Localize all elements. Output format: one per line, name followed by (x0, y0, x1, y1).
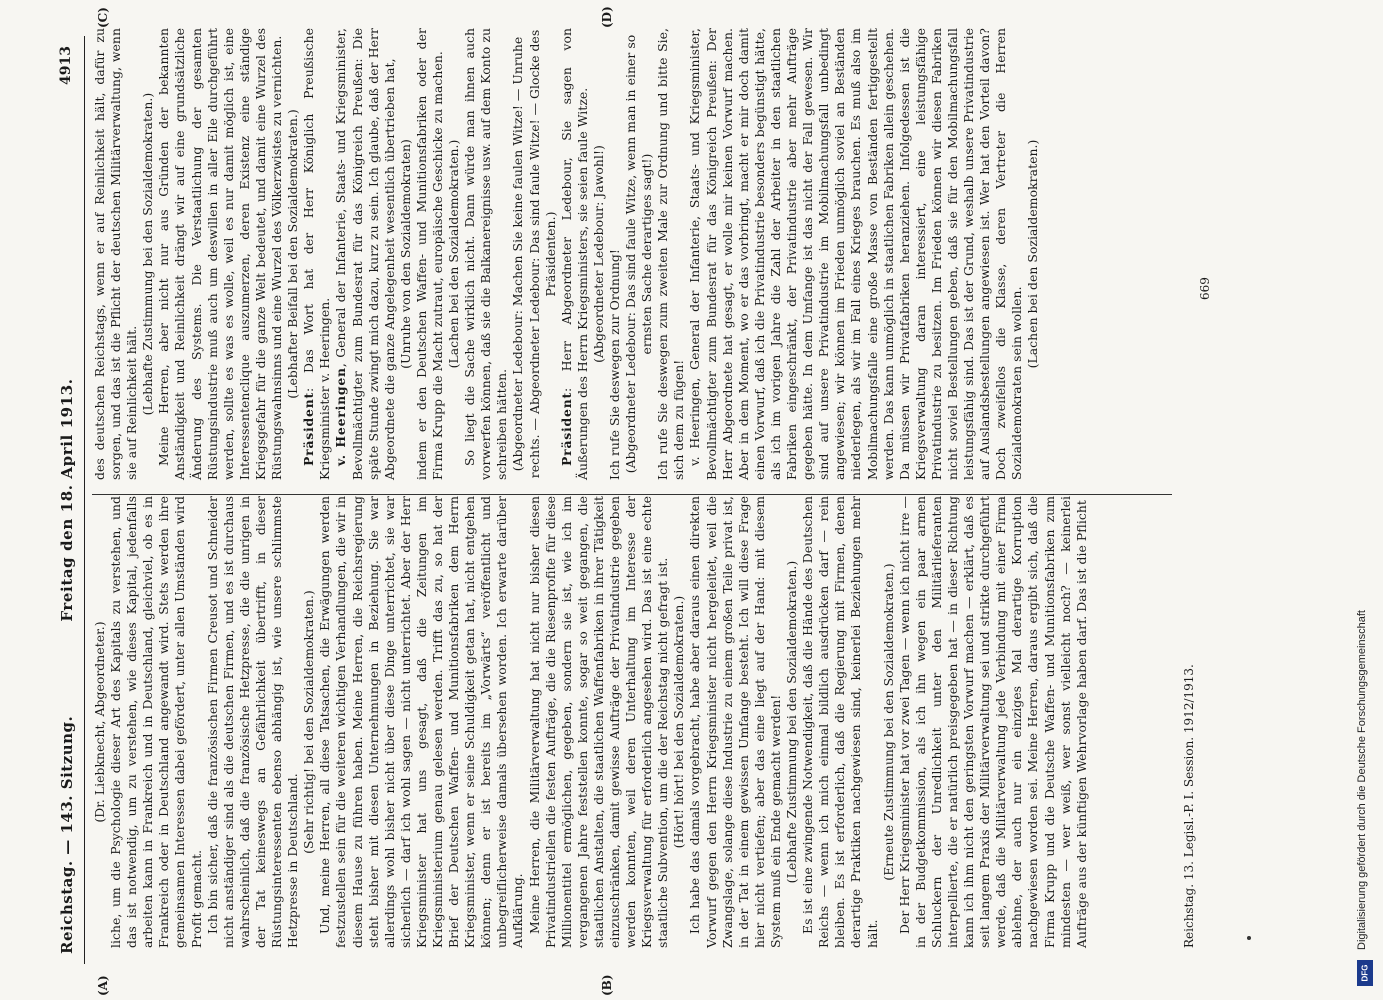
margin-mark-c: (C) (96, 7, 110, 28)
margin-mark-a: (A) (96, 975, 110, 996)
left-text-column (92, 496, 1090, 948)
paragraph: Es ist eine zwingende Notwendigkeit, daß die Hände des Deutschen Reichs — wenn ich mich einmal bildlich ausdrücken darf — rein bleiben. Es ist erforderlich, daß die Regierung mit Firmen, denen derartige Praktiken nachgewiesen sind, keinerlei Beziehungen mehr hält. (800, 496, 880, 948)
margin-mark-d: (D) (600, 6, 614, 28)
paragraph: (Unruhe von den Sozialdemokraten) (397, 139, 413, 369)
paragraph: (Abgeordneter Ledebour: Machen Sie keine faulen Witze! — Unruhe rechts. — Abgeordneter Ledebour: Das sind faule Witze! — Glocke des Präsidenten.) (510, 29, 558, 479)
speaker-name: Präsident (558, 391, 574, 466)
margin-mark-b: (B) (600, 974, 614, 996)
digitization-note (1352, 0, 1376, 1000)
header-rule (84, 36, 85, 964)
paragraph: Präsident: Herr Abgeordneter Ledebour, Sie sagen von Äußerungen des Herrn Kriegsministers, sie seien faule Witze. (558, 28, 590, 480)
paragraph: Und, meine Herren, all diese Tatsachen, die Erwägungen werden festzustellen sein für die weiteren wichtigen Verhandlungen, die wir in diesem Hause zu führen haben. Meine Herren, die Reichsregierung steht bisher mit diesen Unternehmungen in Beziehung. Sie war allerdings wohl bisher nicht über diese Dinge unterrichtet, sie war sicherlich — darf ich wohl sagen — nicht unterrichtet. Aber der Herr Kriegsminister hat uns gesagt, daß die Zeitungen im Kriegsministerium genau gelesen werden. Trifft das zu, so hat der Brief der Deutschen Waffen- und Munitionsfabriken dem Herrn Kriegsminister, wenn er seine Schuldigkeit getan hat, nicht entgehen können; denn er ist bereits im „Vorwärts“ veröffentlicht und unbegreiflicherweise damals übersehen worden. Ich erwarte darüber Aufklärung. (317, 496, 526, 948)
paragraph: Meine Herren, aber nicht nur aus Gründen der bekannten Anständigkeit und Reinlichkeit drängt wir auf eine grundsätzliche Änderung des Systems. Die Verstaatlichung der gesamten Rüstungsindustrie muß auch um deswillen in aller Eile durchgeführt werden, sollte es was es wolle, weil es nur damit möglich ist, eine Interessentenclique auszumerzen, deren Existenz eine ständige Kriegsgefahr für die ganze Welt bedeutet, und damit eine Wurzel des Rüstungswahnsinns und eine Wurzel des Völkerzwistes zu vernichten. (156, 28, 285, 480)
paragraph: Ich bin sicher, daß die französischen Firmen Creusot und Schneider nicht anständiger sind als die deutschen Firmen, und es ist durchaus wahrscheinlich, daß die französische Hetzpresse, die die unrigen in der Tat keineswegs an Gefährlichkeit übertrifft, in dieser Rüstungsinteressenten ebenso abhängig ist, wie unsere schlimmste Hetzpresse in Deutschland. (204, 496, 301, 948)
paragraph: (Lachen bei den Sozialdemokraten.) (1025, 139, 1041, 369)
paragraph: v. Heeringen, General der Infanterie, Staats- und Kriegsminister, Bevollmächtigter zum Bundesrat für das Königreich Preußen: Die späte Stunde zwingt mich dazu, kurz zu sein. Ich glaube, daß der Herr Abgeordnete die ganze Angelegenheit wesentlich übertrieben hat, (333, 27, 397, 480)
paragraph: (Lebhafte Zustimmung bei den Sozialdemokraten.) (784, 560, 800, 884)
column-divider (92, 494, 1172, 495)
paragraph: (Abgeordneter Ledebour: Das sind faule Witze, wenn man in einer so ernsten Sache derartiges sagt!) (623, 34, 655, 474)
speck-dot (1247, 936, 1251, 940)
paragraph: (Hört! hört! bei den Sozialdemokraten.) (671, 595, 687, 849)
header-date: Freitag den 18. April 1913. (58, 378, 76, 622)
paragraph: (Sehr richtig! bei den Sozialdemokraten.) (301, 590, 317, 854)
paragraph: Ich rufe Sie deswegen zum zweiten Male zur Ordnung und bitte Sie, sich dem zu fügen! (655, 28, 687, 480)
speaker-name: v. Heeringen (333, 367, 349, 466)
paragraph: (Lachen bei den Sozialdemokraten.) (446, 139, 462, 369)
paragraph: Ich habe das damals vorgebracht, habe aber daraus einen direkten Vorwurf gegen den Herrn Kriegsminister nicht hergeleitet, weil die Zwangslage, solange diese Industrie zu einem großen Teile privat ist, in der Tat in einem gewissen Umfange besteht. Ich will diese Frage hier nicht vertiefen; aber das eine liegt auf der Hand: mit diesem System muß ein Ende gemacht werden! (687, 496, 783, 948)
paragraph: Meine Herren, die Militärverwaltung hat nicht nur bisher diesen Privatindustriellen die festen Aufträge, die die Riesenprofite für diese Millionentitel ermöglichen, gegeben, sondern sie ist, wie ich im vergangenen Jahre feststellen konnte, sogar so weit gegangen, die staatlichen Anstalten, die staatlichen Waffenfabriken in ihrer Tätigkeit einzuschränken, damit gewisse Aufträge der Privatindustrie gegeben werden konnten, weil deren Unterhaltung im Interesse der Kriegsverwaltung für erforderlich angesehen wird. Das ist eine echte staatliche Subvention, um die der Reichstag nicht gefragt ist. (526, 496, 671, 948)
paragraph: liche, um die Psychologie dieser Art des Kapitals zu verstehen, und das ist notwendig, um zu verstehen, wie dieses Kapital, jedenfalls arbeiten kann in Frankreich und in Deutschland, gleichviel, ob es in Frankreich oder in Deutschland angewandt wird. Stets werden ihre gemeinsamen Interessen dabei gefördert, unter allen Umständen wird Profit gemacht. (108, 496, 204, 948)
paragraph: So liegt die Sache wirklich nicht. Dann würde man ihnen auch vorwerfen können, daß sie die Balkanereignisse usw. auf dem Konto zu schreiben hätten. (462, 28, 510, 480)
paragraph: indem er den Deutschen Waffen- und Munitionsfabriken oder der Firma Krupp die Macht zutraut, europäische Geschicke zu machen. (413, 28, 445, 480)
footer-volume-info: Reichstag. 13. Legisl.-P. I. Session. 1912/1913. (1182, 664, 1196, 948)
paragraph: (Lebhafte Zustimmung bei den Sozialdemokraten.) (140, 92, 156, 416)
funding-note-text: Digitalisierung gefördert durch die Deutsche Forschungsgemeinschaft (1356, 610, 1368, 950)
paragraph: Der Herr Kriegsminister hat vor zwei Tagen — wenn ich nicht irre — in der Budgetkommission, als ich ihn wegen ein paar armen Schluckern der Unredlichkeit unter den Militärlieferanten interpellierte, die er natürlich preisgegeben hat — in dieser Richtung kann ich ihm nicht den geringsten Vorwurf machen — erklärt, daß es seit langem Praxis der Militärverwaltung sei und strikte durchgeführt werde, daß die Militärverwaltung jede Verbindung mit einer Firma ablehne, der auch nur ein einziges Mal derartige Korruption nachgewiesen worden sei. Meine Herren, daraus ergibt sich, daß die Firma Krupp und die Deutsche Waffen- und Munitionsfabriken zum mindesten — wer weiß, wer sonst vielleicht noch? — keinerlei Aufträge aus der künftigen Wehrvorlage haben darf. Das ist die Pflicht (896, 496, 1089, 948)
paragraph: (Dr. Liebknecht, Abgeordneter.) (92, 621, 107, 823)
paragraph: (Lebhafter Beifall bei den Sozialdemokraten.) (285, 109, 301, 399)
header-session: Reichstag. — 143. Sitzung. (58, 715, 76, 954)
dfg-logo (1357, 960, 1373, 986)
speaker-name: Präsident (301, 391, 317, 466)
page-header (56, 36, 82, 964)
paragraph: des deutschen Reichstags, wenn er auf Reinlichkeit hält, dafür zu sorgen, und das ist die Pflicht der deutschen Militärverwaltung, wenn sie auf Reinlichkeit hält. (92, 28, 140, 480)
paragraph: v. Heeringen, General der Infanterie, Staats- und Kriegsminister, Bevollmächtigter zum Bundesrat für das Königreich Preußen: Der Herr Abgeordnete hat gesagt, er wolle mir keinen Vorwurf machen. Aber in dem Moment, wo er das vorbringt, macht er mir doch damit einen Vorwurf, daß ich die Privatindustrie besonders begünstigt hätte, als ich im vorigen Jahre die Zahl der Arbeiter in den staatlichen Fabriken eingeschränkt, der Privatindustrie aber mehr Aufträge gegeben hätte. In dem Umfange ist das nicht der Fall gewesen. Wir sind auf unsere Privatindustrie im Mobilmachungsfall unbedingt angewiesen; wir können im Frieden unmöglich soviel an Beständen niederlegen, als wir im Fall eines Krieges brauchen. Es muß also im Mobilmachungsfalle eine große Masse von Beständen fertiggestellt werden. Das kann unmöglich in staatlichen Fabriken allein geschehen. Da müssen wir Privatfabriken heranziehen. Infolgedessen ist die Kriegsverwaltung daran interessiert, eine leistungsfähige Privatindustrie zu besitzen. Im Frieden können wir diesen Fabriken nicht soviel Bestellungen geben, daß sie für den Mobilmachungsfall leistungsfähig sind. Das ist der Grund, weshalb unsere Privatindustrie auf Auslandsbestellungen angewiesen ist. Wer hat den Vorteil davon? Doch zweifellos die Klasse, deren Vertreter die Herren Sozialdemokraten sein wollen. (687, 28, 1025, 480)
dfg-logo-text: DFG (1360, 964, 1370, 982)
paragraph: (Abgeordneter Ledebour: Jawohl!) (590, 145, 606, 363)
paragraph: (Erneute Zustimmung bei den Sozialdemokraten.) (880, 563, 896, 881)
paragraph: Präsident: Das Wort hat der Herr Königlich Preußische Kriegsminister v. Heeringen. (301, 28, 333, 480)
header-page-number: 4913 (58, 46, 74, 85)
right-text-column (92, 28, 1042, 480)
paragraph: Ich rufe Sie deswegen zur Ordnung! (607, 249, 622, 480)
footer-page-number: 669 (1198, 277, 1212, 300)
